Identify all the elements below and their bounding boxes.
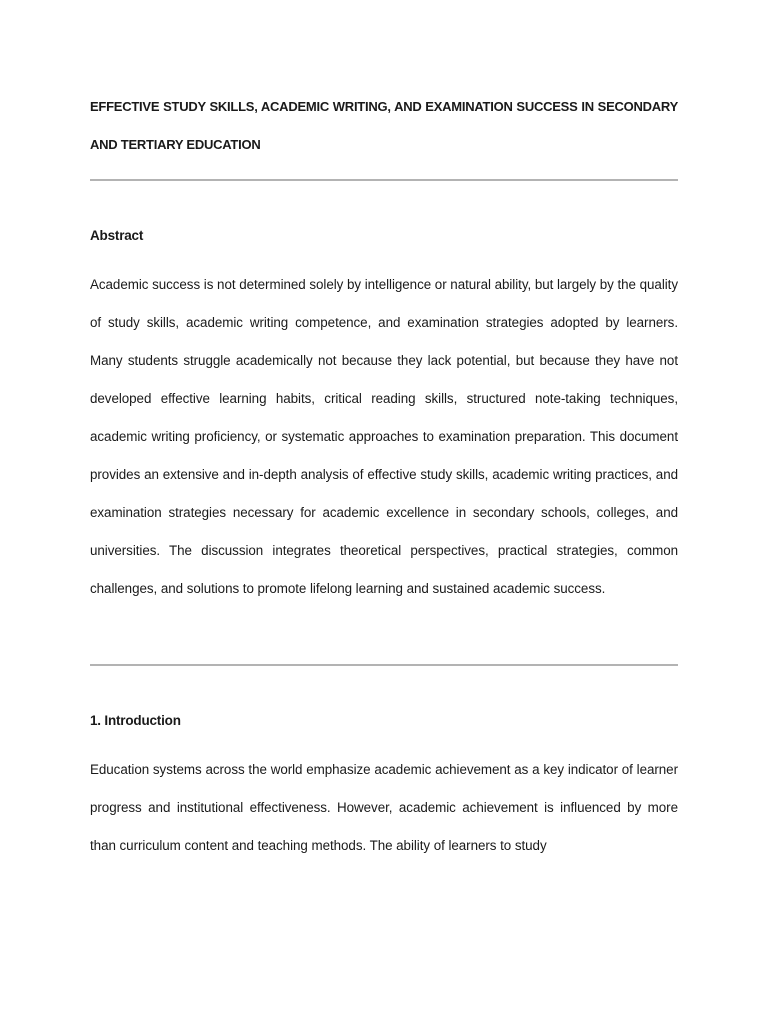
- abstract-paragraph: Academic success is not determined solely by intelligence or natural ability, but largely by the quality of study skills, academic writing competence, and examination strategies adopted by learners. Many students struggle academically not because they lack potential, but because they have not developed effective learning habits, critical reading skills, structured note-taking techniques, academic writing proficiency, or systematic approaches to examination preparation. This document provides an extensive and in-depth analysis of effective study skills, academic writing practices, and examination strategies necessary for academic excellence in secondary schools, colleges, and universities. The discussion integrates theoretical perspectives, practical strategies, common challenges, and solutions to promote lifelong learning and sustained academic success.: [90, 277, 678, 596]
- section-divider: [90, 664, 678, 666]
- abstract-heading: Abstract: [90, 228, 144, 243]
- section-divider: [90, 179, 678, 181]
- introduction-heading: 1. Introduction: [90, 713, 181, 728]
- introduction-paragraph: Education systems across the world emphasize academic achievement as a key indicator of learner progress and institutional effectiveness. However, academic achievement is influenced by more than curriculum content and teaching methods. The ability of learners to study: [90, 762, 678, 853]
- document-title: EFFECTIVE STUDY SKILLS, ACADEMIC WRITING, AND EXAMINATION SUCCESS IN SECONDARY AND TERTIARY EDUCATION: [90, 99, 678, 152]
